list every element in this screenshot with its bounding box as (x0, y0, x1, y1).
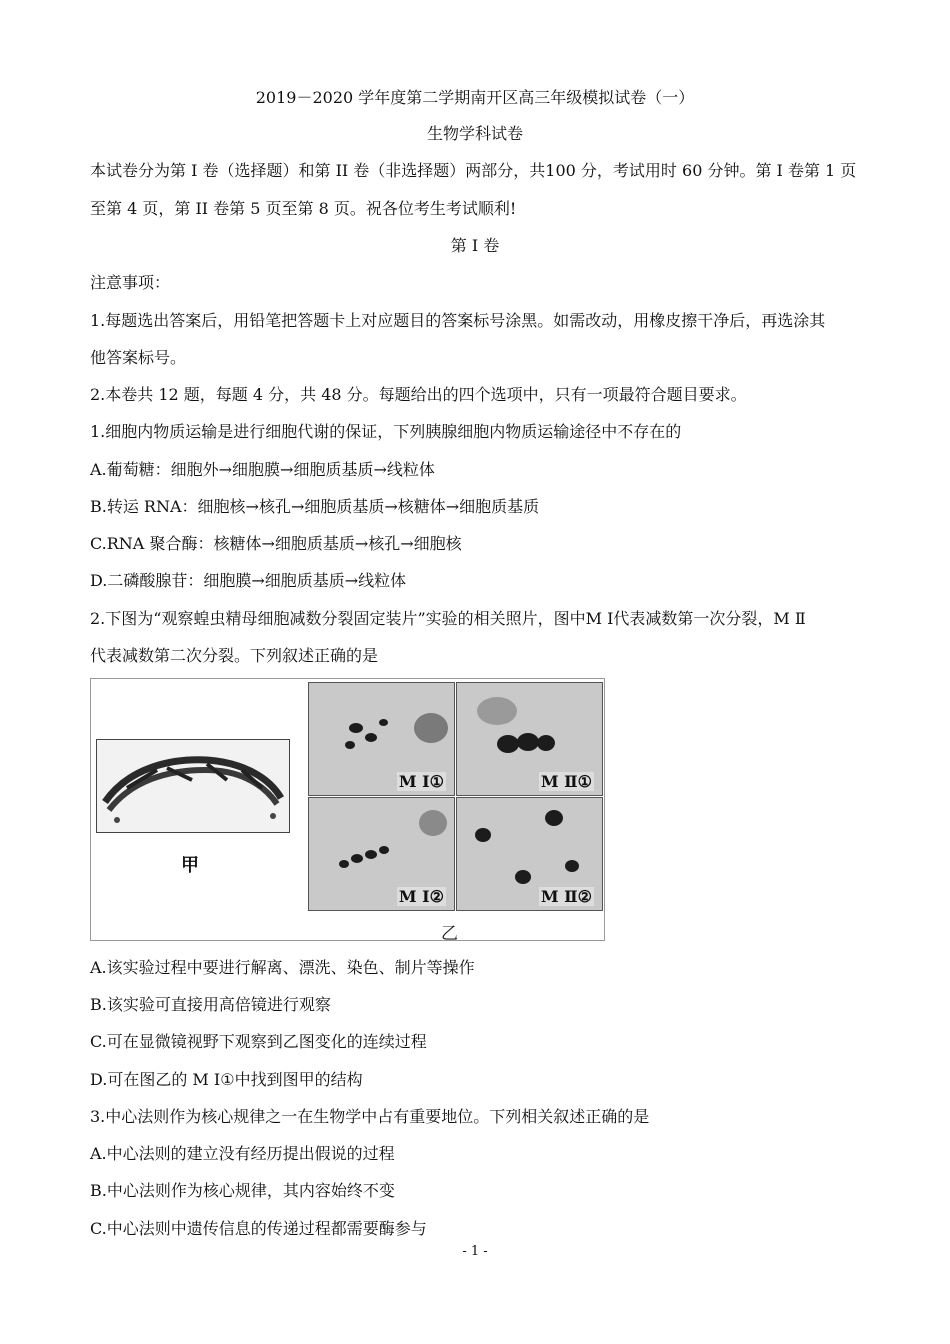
q3-stem: 3.中心法则作为核心规律之一在生物学中占有重要地位。下列相关叙述正确的是 (90, 1107, 650, 1126)
q2-option-c: C.可在显微镜视野下观察到乙图变化的连续过程 (90, 1032, 427, 1051)
section-title: 第 I 卷 (450, 236, 500, 255)
q2-figure (90, 678, 605, 944)
chromosome-mark (517, 733, 539, 751)
panel-mii-2-label: M Ⅱ② (540, 887, 592, 906)
q1-option-b: B.转运 RNA：细胞核→核孔→细胞质基质→核糖体→细胞质基质 (90, 497, 540, 516)
q1-option-d: D.二磷酸腺苷：细胞膜→细胞质基质→线粒体 (90, 571, 407, 590)
chromosome-mark (365, 850, 377, 859)
chromosome-mark (537, 735, 555, 751)
chromosome-mark (351, 854, 363, 863)
panel-mi-2-label: M Ⅰ② (398, 887, 444, 906)
figure-yi-label: 乙 (441, 924, 458, 944)
chromosome-mark (379, 846, 389, 854)
q1-stem: 1.细胞内物质运输是进行细胞代谢的保证，下列胰腺细胞内物质运输途径中不存在的 (90, 422, 682, 441)
cell-nucleus-mark (419, 810, 447, 836)
notes-heading: 注意事项： (90, 273, 171, 292)
notes-item-1-line-2: 他答案标号。 (90, 348, 187, 367)
panel-mii-1 (456, 682, 603, 796)
chromosome-mark (515, 870, 531, 884)
chromosome-mark (545, 810, 563, 826)
q3-option-b: B.中心法则作为核心规律，其内容始终不变 (90, 1181, 395, 1200)
chromosome-mark (497, 735, 519, 753)
chromosome-tetrad-image (97, 740, 289, 832)
q2-stem-line-2: 代表减数第二次分裂。下列叙述正确的是 (90, 646, 379, 665)
cell-nucleus-mark (414, 713, 448, 743)
chromosome-mark (349, 723, 363, 733)
cell-nucleus-mark (477, 697, 517, 725)
intro-line-1: 本试卷分为第 I 卷（选择题）和第 II 卷（非选择题）两部分，共100 分，考试用时 60 分钟。第 I 卷第 1 页 (90, 161, 857, 180)
panel-mi-1-label: M Ⅰ① (398, 772, 444, 791)
page-number: - 1 - (462, 1244, 488, 1259)
figure-jia-photo (96, 739, 290, 833)
intro-line-2: 至第 4 页，第 II 卷第 5 页至第 8 页。祝各位考生考试顺利! (90, 199, 517, 218)
chromosome-mark (379, 719, 388, 726)
q2-option-b: B.该实验可直接用高倍镜进行观察 (90, 995, 331, 1014)
q2-option-a: A.该实验过程中要进行解离、漂洗、染色、制片等操作 (90, 958, 475, 977)
q2-option-d: D.可在图乙的 M Ⅰ①中找到图甲的结构 (90, 1070, 363, 1089)
q1-option-c: C.RNA 聚合酶：核糖体→细胞质基质→核孔→细胞核 (90, 534, 462, 553)
panel-mi-2 (308, 797, 455, 911)
q3-option-a: A.中心法则的建立没有经历提出假说的过程 (90, 1144, 395, 1163)
q3-option-c: C.中心法则中遗传信息的传递过程都需要酶参与 (90, 1219, 427, 1238)
figure-jia-label: 甲 (181, 855, 199, 876)
chromosome-mark (365, 733, 377, 742)
subject-title: 生物学科试卷 (426, 124, 523, 143)
chromosome-mark (345, 741, 355, 749)
chromosome-mark (475, 828, 491, 842)
panel-mii-1-label: M Ⅱ① (540, 772, 592, 791)
chromosome-mark (565, 860, 579, 872)
panel-mi-1 (308, 682, 455, 796)
notes-item-2: 2.本卷共 12 题，每题 4 分，共 48 分。每题给出的四个选项中，只有一项最符合题目要求。 (90, 385, 747, 404)
notes-item-1-line-1: 1.每题选出答案后，用铅笔把答题卡上对应题目的答案标号涂黑。如需改动，用橡皮擦干净后，再选涂其 (90, 311, 826, 330)
panel-mii-2 (456, 797, 603, 911)
chromosome-mark (339, 860, 349, 868)
q1-option-a: A.葡萄糖：细胞外→细胞膜→细胞质基质→线粒体 (90, 460, 435, 479)
exam-title: 2019－2020 学年度第二学期南开区高三年级模拟试卷（一） (255, 88, 695, 107)
q2-stem-line-1: 2.下图为“观察蝗虫精母细胞减数分裂固定装片”实验的相关照片，图中M Ⅰ代表减数第一次分裂，M Ⅱ (90, 609, 806, 628)
